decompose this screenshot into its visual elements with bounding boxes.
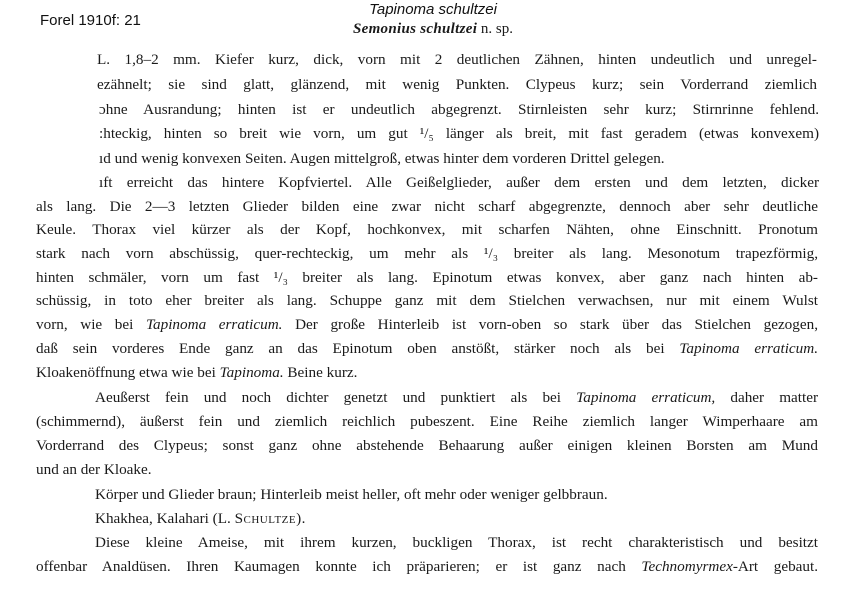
species-suffix: n. sp. — [480, 21, 514, 37]
species-heading — [0, 21, 866, 38]
text-line — [95, 508, 818, 530]
text-segment: Der große Hinterleib ist vorn-oben so stark über das Stielchen gezogen, — [295, 316, 818, 333]
text-line: ıd und wenig konvexen Seiten. Augen mittelgroß, etwas hinter dem vorderen Drittel gelegen. — [99, 150, 665, 167]
text-segment: vorn, wie bei — [36, 316, 134, 333]
page-title: Tapinoma schultzei — [369, 1, 497, 18]
text-line: stark nach vorn abschüssig, quer-rechteckig, um mehr als ¹/₃ breiter als lang. Mesonotum trapezförmig, — [36, 245, 818, 262]
text-line: :hteckig, hinten so breit wie vorn, um gut ¹/₅ länger als breit, mit fast geradem (etwas konvexem) — [99, 125, 819, 142]
text-line: Körper und Glieder braun; Hinterleib meist heller, oft mehr oder weniger gelbbraun. — [95, 486, 608, 503]
text-line: Keule. Thorax viel kürzer als der Kopf, hochkonvex, mit scharfen Nähten, ohne Einschnitt. Pronotum — [36, 221, 818, 238]
text-segment: Kloakenöffnung etwa wie bei — [36, 364, 216, 381]
text-segment: daher matter — [730, 389, 818, 406]
taxon-name: Tapinoma. — [219, 364, 284, 381]
text-segment: Beine kurz. — [287, 364, 358, 381]
taxon-name: Tapinoma erraticum. — [145, 316, 283, 333]
text-line: ɔhne Ausrandung; hinten ist er undeutlich abgegrenzt. Stirnleisten sehr kurz; Stirnrinne fehlend. — [99, 101, 819, 118]
author-name: Schultze). — [234, 510, 306, 527]
text-line: ezähnelt; sie sind glatt, glänzend, mit wenig Punkten. Clypeus kurz; sein Vorderrand ziemlich — [97, 76, 817, 93]
text-line — [36, 556, 818, 578]
text-line: als lang. Die 2—3 letzten Glieder bilden eine zwar nicht scharf abgegrenzte, dennoch aber sehr deutliche — [36, 198, 818, 215]
text-line: L. 1,8–2 mm. Kiefer kurz, dick, vorn mit 2 deutlichen Zähnen, hinten undeutlich und unregel- — [97, 51, 817, 68]
text-segment: Aeußerst fein und noch dichter genetzt und punktiert als bei — [95, 389, 562, 406]
text-line: (schimmernd), äußerst fein und ziemlich reichlich pubeszent. Eine Reihe ziemlich langer Wimperhaare am — [36, 413, 818, 430]
text-line — [95, 387, 818, 409]
text-line: hinten schmäler, vorn um fast ¹/₃ breiter als lang. Epinotum etwas konvex, aber ganz nach hinten ab- — [36, 269, 818, 286]
text-segment: Khakhea, Kalahari (L. — [95, 510, 231, 527]
text-line: und an der Kloake. — [36, 461, 152, 478]
text-segment: offenbar Analdüsen. Ihren Kaumagen konnte ich präparieren; er ist ganz nach — [36, 558, 626, 575]
text-segment: daß sein vorderes Ende ganz an das Epinotum oben anstößt, stärker noch als bei — [36, 340, 665, 357]
text-line: schüssig, in toto eher breiter als lang. Schuppe ganz mit dem Stielchen verwachsen, nur mit einem Wulst — [36, 292, 818, 309]
page-reference: Forel 1910f: 21 — [40, 12, 141, 29]
text-line — [36, 362, 818, 384]
text-line — [36, 314, 818, 336]
taxon-name: Technomyrmex — [641, 558, 733, 575]
text-line — [36, 338, 818, 360]
species-name: Semonius schultzei — [352, 21, 478, 37]
text-line: Diese kleine Ameise, mit ihrem kurzen, buckligen Thorax, ist recht charakteristisch und besitzt — [95, 534, 818, 551]
text-segment: -Art gebaut. — [732, 558, 818, 575]
text-line: Vorderrand des Clypeus; sonst ganz ohne abstehende Behaarung außer einigen kleinen Borsten am Mund — [36, 437, 818, 454]
text-line: ıft erreicht das hintere Kopfviertel. Alle Geißelglieder, außer dem ersten und dem letzten, dicker — [99, 174, 819, 191]
taxon-name: Tapinoma erraticum, — [576, 389, 716, 406]
taxon-name: Tapinoma erraticum. — [679, 340, 818, 357]
